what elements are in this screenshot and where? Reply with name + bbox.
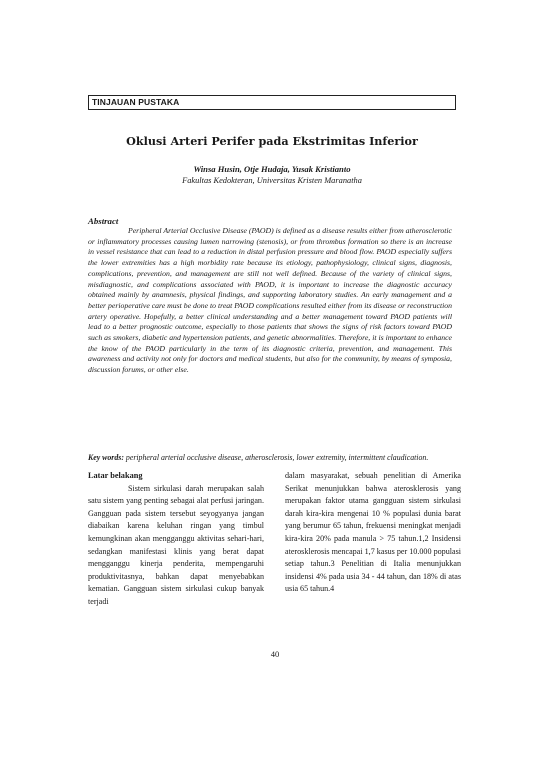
article-authors: Winsa Husin, Otje Hudaja, Yusak Kristianto bbox=[193, 164, 351, 174]
abstract-text: Peripheral Arterial Occlusive Disease (PAOD) is defined as a disease results either from atherosclerotic or inflammatory processes causing lumen narrowing (stenosis), or from thrombus formation so there is an increase in vessel resistance that can lead to a reduction in distal perfusion pressure and blood flow. PAOD especially suffers the lower extremities has a high morbidity rate because its etiology, pathophysiology, clinical signs, diagnosis, complications, prevention, and management are still not well defined. Because of the variety of clinical signs, misdiagnostic, and complications associated with PAOD, it is important to increase the diagnostic accuracy obtained mainly by anamnesis, physical findings, and supporting laboratory studies. An early management and a better perioperative care must be done to treat PAOD complications resulted either from its disease or reconstruction artery operative. Hopefully, a better clinical understanding and a better management toward PAOD patients will lead to a better prognostic outcome, especially to those patients that shows the signs of risk factors toward PAOD such as smokers, diabetic and hypertension patients, and genetic abnormalities. Therefore, it is important to enhance the know of the PAOD particularly in the term of its diagnostic criteria, prevention, and management. This awareness and activity not only for doctors and medical students, but also for the community, by means of symposia, discussion forums, or other else. bbox=[88, 226, 452, 375]
article-title: Oklusi Arteri Perifer pada Ekstrimitas Inferior bbox=[126, 134, 418, 148]
keywords bbox=[88, 453, 452, 464]
section-label: TINJAUAN PUSTAKA bbox=[88, 95, 456, 110]
article-affiliation: Fakultas Kedokteran, Universitas Kristen Maranatha bbox=[182, 176, 362, 185]
body-paragraph-left: Sistem sirkulasi darah merupakan salah satu sistem yang penting sebagai alat perfusi jaringan. Gangguan pada sistem tersebut seyogyanya jangan diabaikan karena keluhan ringan yang timbul kemungkinan akan mengganggu aktivitas sehari-hari, sedangkan manifestasi klinis yang berat dapat mengganggu kinerja penderita, mempengaruhi produktivitasnya, bahkan dapat menyebabkan kematian. Gangguan sistem sirkulasi cukup banyak terjadi bbox=[88, 483, 264, 606]
section-heading-background: Latar belakang bbox=[88, 471, 143, 480]
keywords-text: peripheral arterial occlusive disease, atherosclerosis, lower extremity, intermittent claudication. bbox=[125, 453, 429, 462]
page-number: 40 bbox=[270, 649, 280, 659]
abstract-heading: Abstract bbox=[88, 216, 119, 226]
body-column-right bbox=[285, 470, 461, 596]
body-column-left bbox=[88, 470, 264, 609]
keywords-label: Key words: bbox=[88, 453, 124, 462]
body-paragraph-right: dalam masyarakat, sebuah penelitian di Amerika Serikat menunjukkan bahwa aterosklerosis yang merupakan faktor utama gangguan sistem sirkulasi darah kira-kira mengenai 10 % populasi dunia barat yang berumur 65 tahun, frekuensi meningkat menjadi kira-kira 20% pada manula > 75 tahun.1,2 Insidensi aterosklerosis mencapai 1,7 kasus per 10.000 populasi setiap tahun.3 Penelitian di Italia menunjukkan insidensi 4% pada usia 34 - 44 tahun, dan 18% di atas usia 65 tahun.4 bbox=[285, 471, 461, 594]
